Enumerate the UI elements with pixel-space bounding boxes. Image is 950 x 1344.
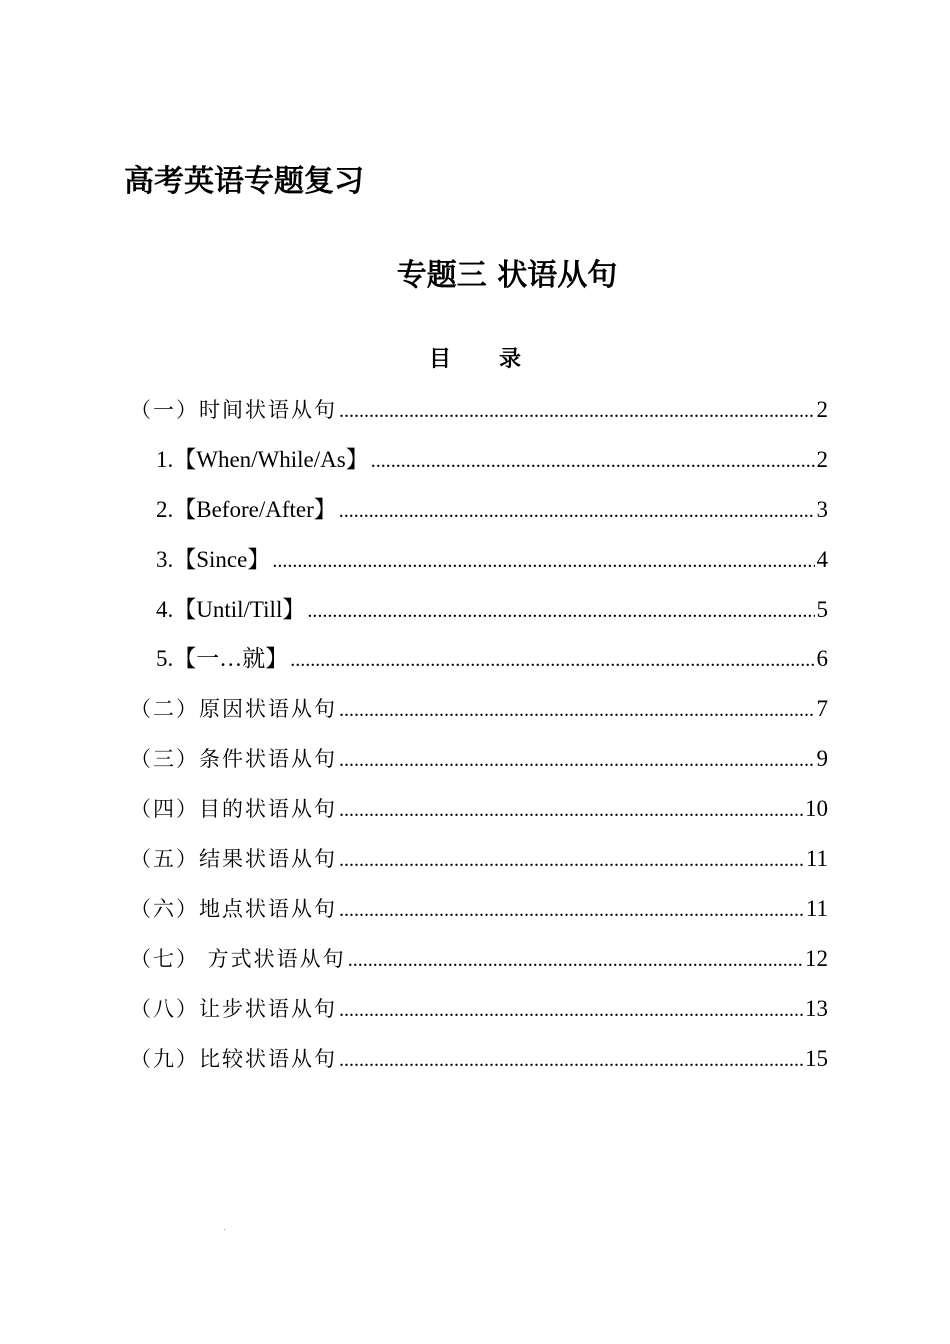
toc-leader-dots: [339, 692, 815, 728]
toc-entry-page: 9: [816, 746, 828, 772]
toc-entry[interactable]: [130, 492, 828, 542]
toc-leader-dots: [307, 593, 814, 629]
toc-entry-page: 10: [805, 796, 828, 822]
toc-entry-label: （七） 方式状语从句: [130, 946, 346, 971]
toc-entry[interactable]: [130, 841, 828, 891]
toc-leader-dots: [339, 742, 815, 778]
toc-entry-page: 3: [816, 496, 828, 522]
topic-title: 专题三 状语从句: [396, 258, 618, 293]
toc-leader-dots: [272, 543, 814, 579]
toc-entry-label: （四）目的状语从句: [130, 797, 337, 822]
toc-leader-dots: [290, 642, 814, 678]
toc-entry-label: （九）比较状语从句: [130, 1046, 337, 1071]
toc-entry-label: 2.【Before/After】: [156, 496, 337, 522]
toc-entry-page: 2: [816, 446, 828, 472]
toc-entry-label: 5.【一…就】: [156, 646, 289, 672]
toc-entry-page: 15: [805, 1045, 828, 1071]
toc-entry-label: 4.【Until/Till】: [156, 596, 306, 622]
toc-entry-page: 7: [816, 696, 828, 722]
toc-leader-dots: [339, 493, 815, 529]
toc-entry-label: （二）原因状语从句: [130, 697, 337, 722]
toc-entry[interactable]: [130, 791, 828, 841]
toc-leader-dots: [339, 892, 804, 928]
toc-entry[interactable]: [130, 1041, 828, 1091]
toc-entry-page: 2: [816, 397, 828, 422]
document-title: 高考英语专题复习: [124, 164, 364, 199]
toc-leader-dots: [371, 443, 815, 479]
toc-heading: [0, 345, 950, 375]
toc-entry[interactable]: [130, 941, 828, 991]
toc-entry-page: 11: [805, 895, 828, 921]
toc-entry[interactable]: [130, 442, 828, 492]
toc-entry-label: （六）地点状语从句: [130, 896, 337, 921]
toc-entry-page: 4: [816, 546, 828, 572]
toc-entry[interactable]: [130, 891, 828, 941]
toc-entry-label: 3.【Since】: [156, 546, 271, 572]
toc-entry[interactable]: [130, 991, 828, 1041]
toc-entry[interactable]: [130, 741, 828, 791]
toc-leader-dots: [348, 942, 803, 978]
toc-heading-char: 录: [499, 347, 522, 372]
toc-entry-label: （三）条件状语从句: [130, 747, 337, 772]
toc-leader-dots: [339, 1042, 803, 1078]
toc-leader-dots: [339, 792, 803, 828]
toc-entry-label: 1.【When/While/As】: [156, 446, 369, 472]
toc-entry-page: 12: [805, 945, 828, 971]
toc-leader-dots: [339, 992, 803, 1028]
toc-entry-label: （一）时间状语从句: [130, 398, 337, 422]
toc-entry[interactable]: [130, 641, 828, 691]
toc-leader-dots: [339, 393, 815, 429]
toc-leader-dots: [339, 842, 804, 878]
scan-artifact: [224, 1229, 225, 1230]
toc-entry[interactable]: [130, 592, 828, 642]
toc-entry[interactable]: [130, 392, 828, 442]
toc-entry-page: 5: [816, 596, 828, 622]
toc-entry-page: 11: [805, 846, 828, 872]
table-of-contents: [130, 392, 828, 1090]
toc-entry[interactable]: [130, 691, 828, 741]
toc-entry[interactable]: [130, 542, 828, 592]
toc-entry-label: （五）结果状语从句: [130, 847, 337, 872]
toc-entry-page: 13: [805, 995, 828, 1021]
toc-heading-char: 目: [428, 347, 451, 372]
toc-entry-label: （八）让步状语从句: [130, 996, 337, 1021]
toc-entry-page: 6: [816, 646, 828, 672]
